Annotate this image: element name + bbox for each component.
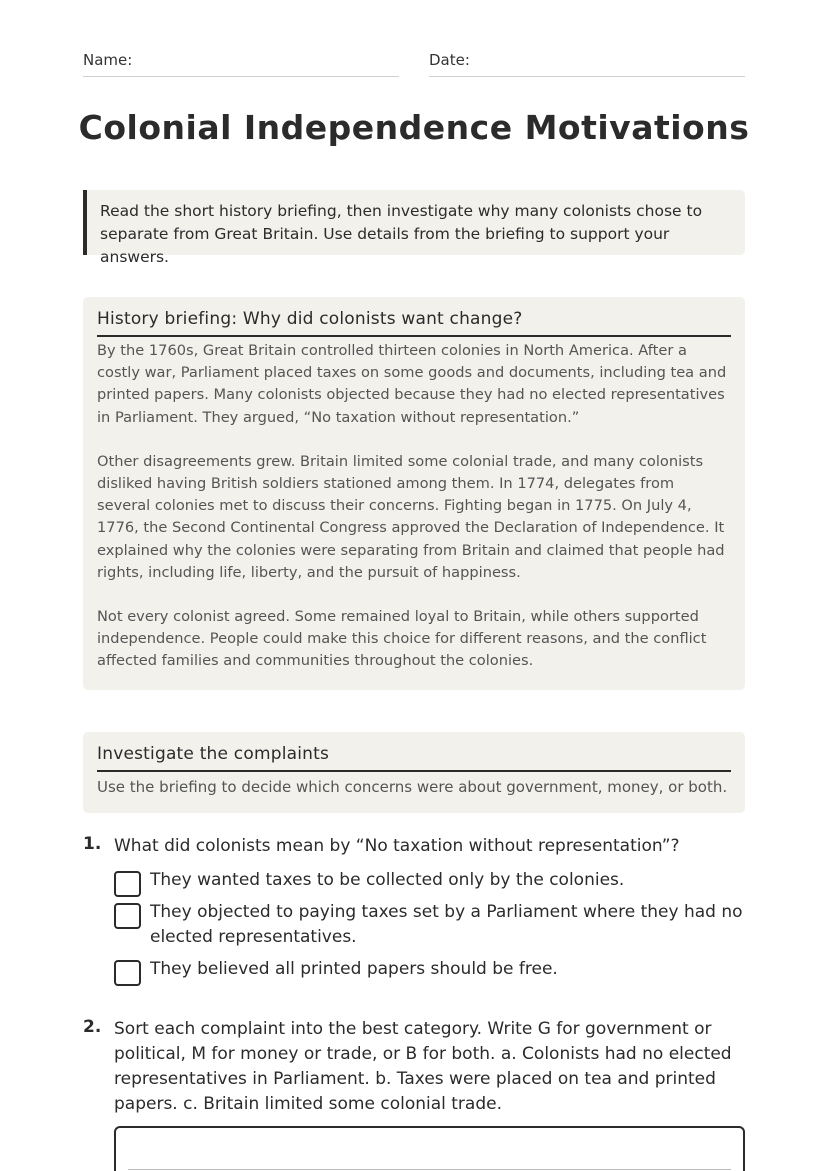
answer-box[interactable] <box>114 1126 745 1171</box>
option-label: They wanted taxes to be collected only by the colonies. <box>150 870 625 890</box>
question-number: 2. <box>83 1017 102 1037</box>
investigate-panel <box>83 732 745 813</box>
question-1 <box>83 834 745 989</box>
question-2 <box>83 1017 745 1171</box>
name-label: Name: <box>83 51 133 69</box>
investigate-instructions: Use the briefing to decide which concerns were about government, money, or both. <box>97 778 728 796</box>
briefing-paragraph: Other disagreements grew. Britain limited some colonial trade, and many colonists disliked having British soldiers stationed among them. In 1774, delegates from several colonies met to discuss their concerns. Fighting began in 1775. On July 4, 1776, the Second Continental Congress approved the Declaration of Independence. It explained why the colonies were separating from Britain and claimed that people had rights, including life, liberty, and the pursuit of happiness. <box>97 452 725 581</box>
answer-line <box>128 1169 731 1170</box>
checkbox[interactable] <box>114 871 141 897</box>
briefing-paragraph: By the 1760s, Great Britain controlled thirteen colonies in North America. After a costly war, Parliament placed taxes on some goods and documents, including tea and printed papers. Many colonists objected because they had no elected representatives in Parliament. They argued, “No taxation without representation.” <box>97 342 727 426</box>
name-field[interactable] <box>83 50 399 77</box>
briefing-title: History briefing: Why did colonists want change? <box>97 309 731 337</box>
date-field[interactable] <box>429 50 745 77</box>
question-text: Sort each complaint into the best category. Write G for government or political, M for money or trade, or B for both. a. Colonists had no elected representatives in Parliament. b. Taxes were placed on tea and printed papers. c. Britain limited some colonial trade. <box>114 1019 732 1114</box>
answer-option[interactable] <box>114 868 745 893</box>
answer-option[interactable] <box>114 957 745 982</box>
checkbox[interactable] <box>114 903 141 929</box>
briefing-paragraph: Not every colonist agreed. Some remained loyal to Britain, while others supported independence. People could make this choice for different reasons, and the conflict affected families and communities throughout the colonies. <box>97 608 707 670</box>
date-label: Date: <box>429 51 470 69</box>
checkbox[interactable] <box>114 960 141 986</box>
option-label: They believed all printed papers should be free. <box>150 959 558 979</box>
option-label: They objected to paying taxes set by a Parliament where they had no elected representatives. <box>150 902 743 947</box>
header-fields <box>83 50 745 78</box>
history-briefing-panel <box>83 297 745 690</box>
answer-option[interactable] <box>114 900 745 950</box>
investigate-title: Investigate the complaints <box>97 744 731 772</box>
answer-options <box>114 868 745 982</box>
question-number: 1. <box>83 834 102 854</box>
worksheet-title: Colonial Independence Motivations <box>78 108 750 147</box>
question-text: What did colonists mean by “No taxation without representation”? <box>114 836 680 856</box>
intro-callout: Read the short history briefing, then investigate why many colonists chose to separate from Great Britain. Use details from the briefing to support your answers. <box>83 190 745 255</box>
